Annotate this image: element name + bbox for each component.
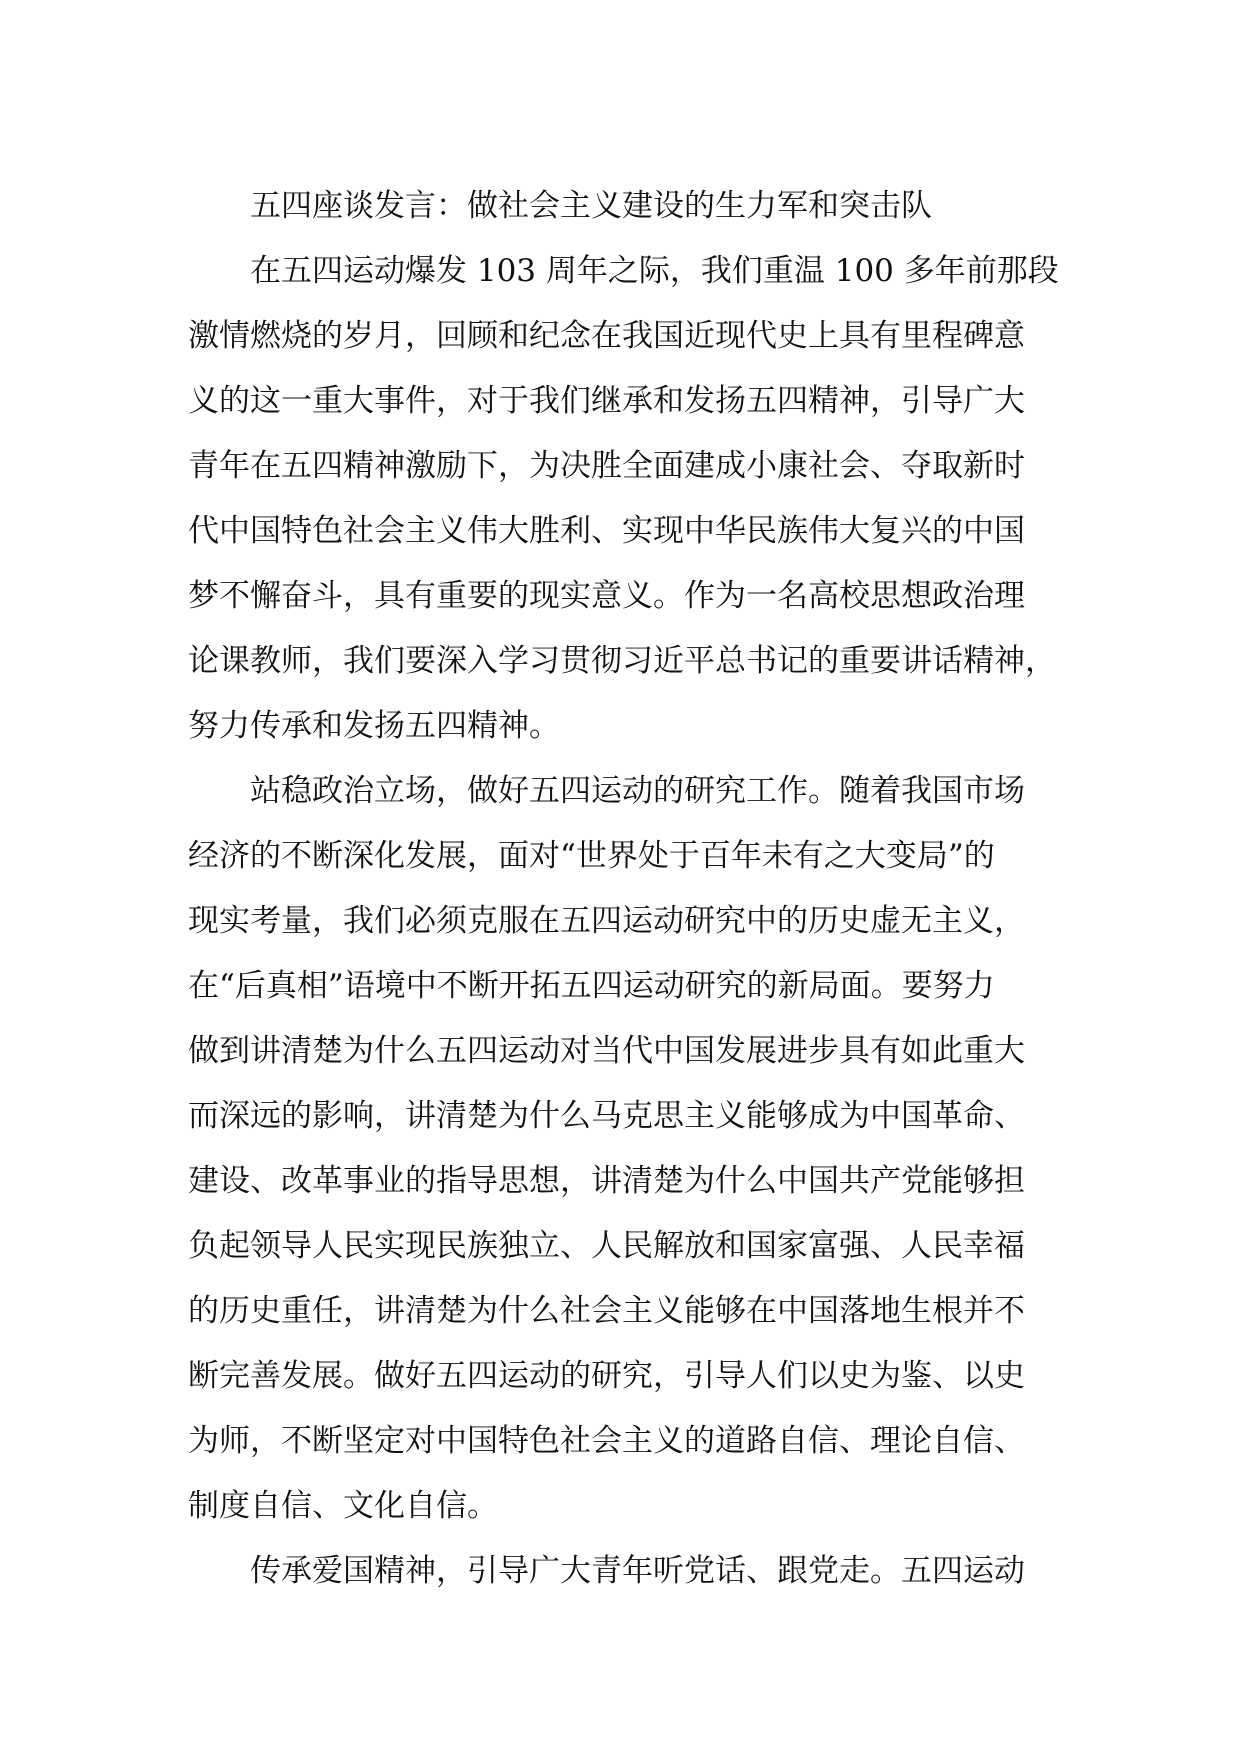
paragraph-line: 做到讲清楚为什么五四运动对当代中国发展进步具有如此重大: [188, 1033, 1025, 1069]
paragraph-line: 梦不懈奋斗，具有重要的现实意义。作为一名高校思想政治理: [188, 578, 1025, 614]
paragraph-line: 而深远的影响，讲清楚为什么马克思主义能够成为中国革命、: [188, 1098, 1025, 1134]
paragraph-line: 经济的不断深化发展，面对“世界处于百年未有之大变局”的: [188, 838, 995, 874]
paragraph-line: 青年在五四精神激励下，为决胜全面建成小康社会、夺取新时: [188, 448, 1025, 484]
paragraph-line: 断完善发展。做好五四运动的研究，引导人们以史为鉴、以史: [188, 1358, 1025, 1394]
paragraph-line: 为师，不断坚定对中国特色社会主义的道路自信、理论自信、: [188, 1423, 1025, 1459]
paragraph-1: [188, 239, 1068, 759]
document-title: 五四座谈发言：做社会主义建设的生力军和突击队: [250, 188, 932, 224]
paragraph-line: 的历史重任，讲清楚为什么社会主义能够在中国落地生根并不: [188, 1293, 1025, 1329]
document-body: [188, 174, 1068, 1604]
paragraph-line: 制度自信、文化自信。: [188, 1488, 498, 1524]
paragraph-line: 论课教师，我们要深入学习贯彻习近平总书记的重要讲话精神，: [188, 643, 1056, 679]
paragraph-line: 代中国特色社会主义伟大胜利、实现中华民族伟大复兴的中国: [188, 513, 1025, 549]
paragraph-line: 在五四运动爆发 103 周年之际，我们重温 100 多年前那段: [250, 253, 1059, 289]
paragraph-line: 激情燃烧的岁月，回顾和纪念在我国近现代史上具有里程碑意: [188, 318, 1025, 354]
paragraph-line: 站稳政治立场，做好五四运动的研究工作。随着我国市场: [250, 773, 1025, 809]
paragraph-line: 义的这一重大事件，对于我们继承和发扬五四精神，引导广大: [188, 383, 1025, 419]
paragraph-line: 现实考量，我们必须克服在五四运动研究中的历史虚无主义，: [188, 903, 1025, 939]
paragraph-3: [188, 1539, 1068, 1604]
paragraph-line: 努力传承和发扬五四精神。: [188, 708, 560, 744]
paragraph-line: 负起领导人民实现民族独立、人民解放和国家富强、人民幸福: [188, 1228, 1025, 1264]
paragraph-2: [188, 759, 1068, 1539]
paragraph-line: 在“后真相”语境中不断开拓五四运动研究的新局面。要努力: [188, 968, 995, 1004]
paragraph-line: 传承爱国精神，引导广大青年听党话、跟党走。五四运动: [250, 1553, 1025, 1589]
paragraph-line: 建设、改革事业的指导思想，讲清楚为什么中国共产党能够担: [188, 1163, 1025, 1199]
